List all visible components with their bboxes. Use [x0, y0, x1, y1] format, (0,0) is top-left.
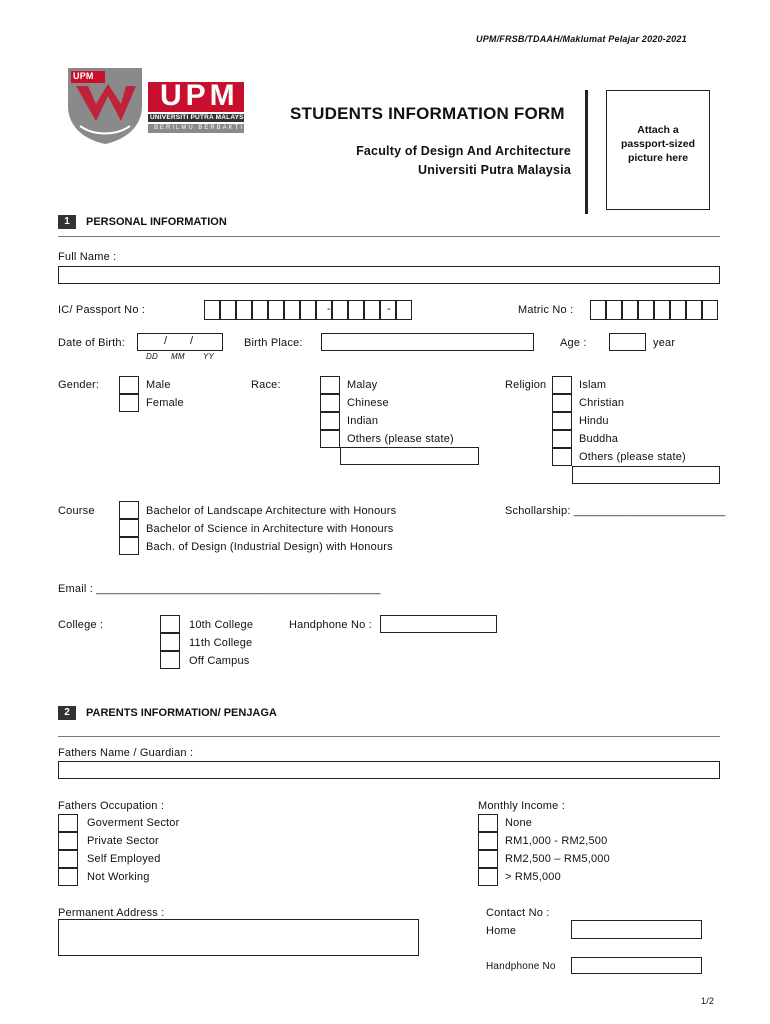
race-malay-checkbox[interactable]: [320, 376, 340, 394]
occupation-self-employed-checkbox[interactable]: [58, 850, 78, 868]
race-indian-checkbox[interactable]: [320, 412, 340, 430]
email-label: Email : _____________________________________________: [58, 583, 381, 595]
dob-month-hint: MM: [171, 352, 185, 361]
address-label: Permanent Address :: [58, 907, 165, 919]
race-others-field[interactable]: [340, 447, 479, 465]
university-logo: [66, 66, 251, 146]
college-option-10th: 10th College: [189, 619, 254, 631]
occupation-not-working-checkbox[interactable]: [58, 868, 78, 886]
religion-others-field[interactable]: [572, 466, 720, 484]
religion-islam-checkbox[interactable]: [552, 376, 572, 394]
handphone-field[interactable]: [380, 615, 497, 633]
birth-place-label: Birth Place:: [244, 337, 303, 349]
race-label: Race:: [251, 379, 281, 391]
income-over-5000-checkbox[interactable]: [478, 868, 498, 886]
section-2-number: 2: [58, 706, 76, 720]
income-none-checkbox[interactable]: [478, 814, 498, 832]
ic-label: IC/ Passport No :: [58, 304, 146, 316]
university-name: Universiti Putra Malaysia: [418, 163, 571, 177]
full-name-field[interactable]: [58, 266, 720, 284]
address-field[interactable]: [58, 919, 419, 956]
course-option-architecture: Bachelor of Science in Architecture with Honours: [146, 523, 394, 535]
gender-option-female: Female: [146, 397, 184, 409]
section-2-rule: [58, 736, 720, 737]
logo-brand: UPM: [160, 79, 239, 112]
occupation-option-not-working: Not Working: [87, 871, 150, 883]
course-option-landscape: Bachelor of Landscape Architecture with Honours: [146, 505, 397, 517]
course-landscape-checkbox[interactable]: [119, 501, 139, 519]
occupation-private-checkbox[interactable]: [58, 832, 78, 850]
religion-option-hindu: Hindu: [579, 415, 609, 427]
race-chinese-checkbox[interactable]: [320, 394, 340, 412]
logo-shield-text: UPM: [73, 71, 94, 81]
religion-buddha-checkbox[interactable]: [552, 430, 572, 448]
section-1-rule: [58, 236, 720, 237]
dob-separator-1: /: [164, 335, 168, 347]
logo-tagline: BERILMU BERBAKTI: [154, 125, 245, 131]
age-label: Age :: [560, 337, 587, 349]
parent-handphone-label: Handphone No: [486, 961, 556, 972]
race-option-malay: Malay: [347, 379, 378, 391]
contact-label: Contact No :: [486, 907, 550, 919]
ic-number-field[interactable]: [204, 300, 416, 320]
ic-separator-1: -: [327, 303, 331, 315]
section-2-title: PARENTS INFORMATION/ PENJAGA: [86, 707, 277, 719]
document-code: UPM/FRSB/TDAAH/Maklumat Pelajar 2020-2021: [476, 34, 687, 44]
parent-handphone-field[interactable]: [571, 957, 702, 974]
income-option-over-5000: > RM5,000: [505, 871, 561, 883]
religion-option-islam: Islam: [579, 379, 607, 391]
religion-hindu-checkbox[interactable]: [552, 412, 572, 430]
occupation-label: Fathers Occupation :: [58, 800, 165, 812]
handphone-label: Handphone No :: [289, 619, 372, 631]
dob-field[interactable]: [137, 333, 223, 351]
race-option-indian: Indian: [347, 415, 379, 427]
income-option-1000-2500: RM1,000 - RM2,500: [505, 835, 608, 847]
section-1-title: PERSONAL INFORMATION: [86, 216, 227, 228]
dob-label: Date of Birth:: [58, 337, 125, 349]
college-option-11th: 11th College: [189, 637, 253, 649]
occupation-option-self-employed: Self Employed: [87, 853, 161, 865]
scholarship-label: Schollarship: ________________________: [505, 505, 726, 517]
full-name-label: Full Name :: [58, 251, 117, 263]
income-label: Monthly Income :: [478, 800, 565, 812]
college-10th-checkbox[interactable]: [160, 615, 180, 633]
age-unit: year: [653, 337, 676, 349]
matric-label: Matric No :: [518, 304, 574, 316]
race-option-chinese: Chinese: [347, 397, 389, 409]
photo-box-label: Attach a passport-sized picture here: [620, 124, 696, 164]
home-phone-field[interactable]: [571, 920, 702, 939]
dob-year-hint: YY: [203, 352, 215, 361]
college-11th-checkbox[interactable]: [160, 633, 180, 651]
gender-option-male: Male: [146, 379, 171, 391]
photo-box[interactable]: [606, 90, 710, 210]
religion-others-checkbox[interactable]: [552, 448, 572, 466]
course-label: Course: [58, 505, 95, 517]
religion-option-buddha: Buddha: [579, 433, 619, 445]
logo-university-name: UNIVERSITI PUTRA MALAYSIA: [150, 114, 251, 121]
header-divider: [585, 90, 588, 214]
course-industrial-design-checkbox[interactable]: [119, 537, 139, 555]
religion-label: Religion: [505, 379, 547, 391]
race-option-others: Others (please state): [347, 433, 454, 445]
occupation-government-checkbox[interactable]: [58, 814, 78, 832]
dob-day-hint: DD: [146, 352, 158, 361]
college-off-campus-checkbox[interactable]: [160, 651, 180, 669]
fathers-name-field[interactable]: [58, 761, 720, 779]
religion-option-christian: Christian: [579, 397, 625, 409]
income-option-2500-5000: RM2,500 – RM5,000: [505, 853, 610, 865]
fathers-name-label: Fathers Name / Guardian :: [58, 747, 194, 759]
occupation-option-private: Private Sector: [87, 835, 159, 847]
income-1000-2500-checkbox[interactable]: [478, 832, 498, 850]
college-label: College :: [58, 619, 104, 631]
race-others-checkbox[interactable]: [320, 430, 340, 448]
course-option-industrial-design: Bach. of Design (Industrial Design) with Honours: [146, 541, 393, 553]
form-title: STUDENTS INFORMATION FORM: [290, 104, 565, 123]
gender-male-checkbox[interactable]: [119, 376, 139, 394]
dob-separator-2: /: [190, 335, 194, 347]
religion-option-others: Others (please state): [579, 451, 686, 463]
age-field[interactable]: [609, 333, 646, 351]
section-1-number: 1: [58, 215, 76, 229]
birth-place-field[interactable]: [321, 333, 534, 351]
course-architecture-checkbox[interactable]: [119, 519, 139, 537]
home-phone-label: Home: [486, 925, 517, 937]
faculty-name: Faculty of Design And Architecture: [356, 144, 571, 158]
matric-number-field[interactable]: [590, 300, 720, 320]
ic-separator-2: -: [387, 303, 391, 315]
occupation-option-government: Goverment Sector: [87, 817, 180, 829]
page-number: 1/2: [701, 996, 715, 1006]
college-option-off-campus: Off Campus: [189, 655, 250, 667]
religion-christian-checkbox[interactable]: [552, 394, 572, 412]
gender-female-checkbox[interactable]: [119, 394, 139, 412]
income-option-none: None: [505, 817, 533, 829]
income-2500-5000-checkbox[interactable]: [478, 850, 498, 868]
gender-label: Gender:: [58, 379, 100, 391]
